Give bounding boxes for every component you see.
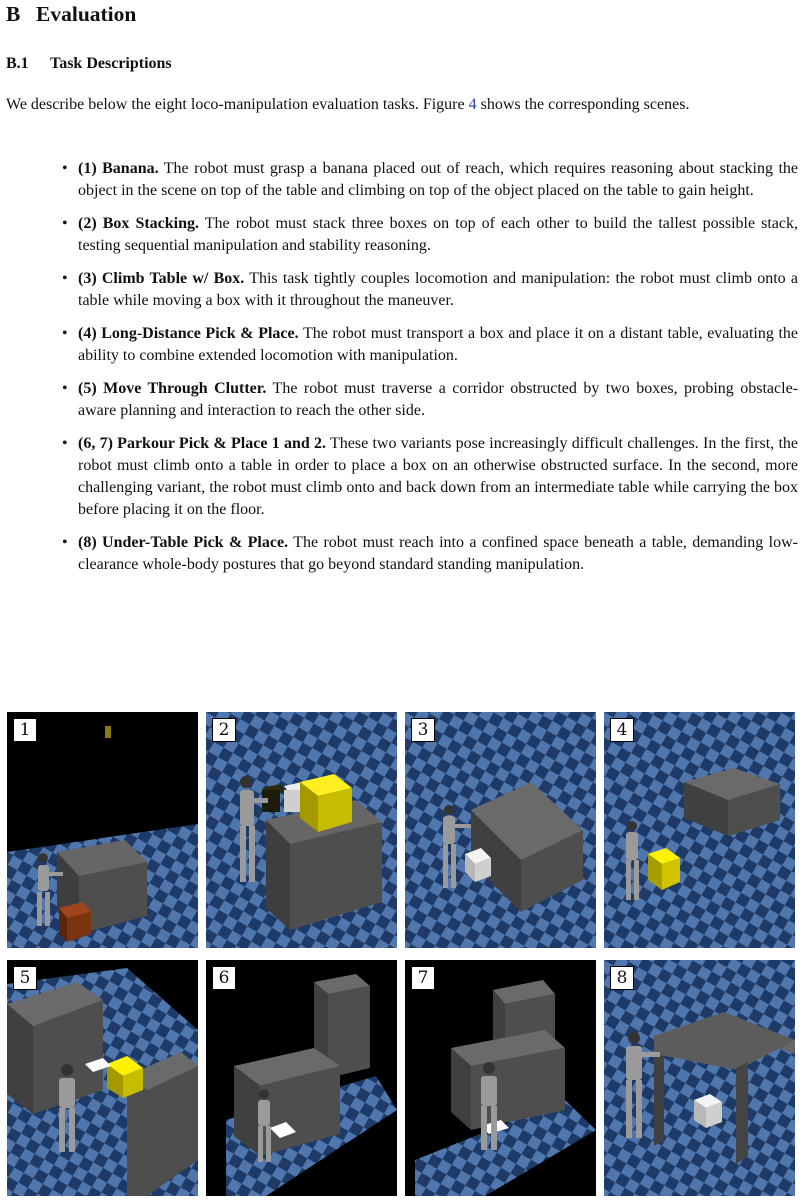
bullet-icon: • bbox=[62, 270, 68, 287]
task-item bbox=[0, 213, 798, 257]
panel-label: 7 bbox=[411, 966, 435, 990]
task-item bbox=[0, 158, 798, 202]
section-title: Evaluation bbox=[36, 2, 137, 26]
panel-label: 6 bbox=[212, 966, 236, 990]
task-item bbox=[0, 433, 798, 521]
subsection-heading bbox=[6, 55, 172, 73]
task-description: The robot must reach into a confined space beneath a table, demanding low-clearance whole-body postures that go beyond standard standing manipulation. bbox=[78, 534, 799, 573]
figure-4-scene-grid bbox=[7, 712, 795, 1196]
task-item bbox=[0, 268, 798, 312]
scene-panel-6 bbox=[206, 960, 397, 1196]
scene-panel-4 bbox=[604, 712, 795, 948]
panel-label: 2 bbox=[212, 718, 236, 742]
task-list bbox=[0, 158, 798, 587]
scene-render bbox=[604, 712, 795, 948]
bullet-icon: • bbox=[62, 435, 68, 452]
task-title: (8) Under-Table Pick & Place. bbox=[78, 534, 289, 551]
banana-object bbox=[105, 726, 111, 738]
scene-panel-5 bbox=[7, 960, 198, 1196]
task-title: (3) Climb Table w/ Box. bbox=[78, 270, 245, 287]
task-title: (4) Long-Distance Pick & Place. bbox=[78, 325, 299, 342]
section-heading bbox=[6, 2, 136, 27]
scene-render bbox=[206, 960, 397, 1196]
task-title: (2) Box Stacking. bbox=[78, 215, 200, 232]
scene-panel-2 bbox=[206, 712, 397, 948]
task-description: The robot must stack three boxes on top of each other to build the tallest possible stack, testing sequential manipulation and stability reasoning. bbox=[78, 215, 798, 254]
task-description: The robot must grasp a banana placed out of reach, which requires reasoning about stacking the object in the scene on top of the table and climbing on top of the object placed on the table to gain height. bbox=[78, 160, 798, 199]
section-number: B bbox=[6, 2, 21, 26]
intro-paragraph bbox=[6, 94, 798, 116]
task-description: These two variants pose increasingly difficult challenges. In the first, the robot must climb onto a table in order to place a box on an otherwise obstructed surface. In the second, more challenging variant, the robot must climb onto and back down from an intermediate table while carrying the box before placing it on the floor. bbox=[78, 435, 798, 518]
task-description: The robot must traverse a corridor obstructed by two boxes, probing obstacle-aware planning and interaction to reach the other side. bbox=[78, 380, 798, 419]
bullet-icon: • bbox=[62, 160, 68, 177]
task-item bbox=[0, 378, 798, 422]
figure-reference-link[interactable]: 4 bbox=[468, 96, 477, 113]
scene-panel-7 bbox=[405, 960, 596, 1196]
bullet-icon: • bbox=[62, 380, 68, 397]
bullet-icon: • bbox=[62, 215, 68, 232]
bullet-icon: • bbox=[62, 534, 68, 551]
scene-panel-8 bbox=[604, 960, 795, 1196]
scene-render bbox=[405, 960, 596, 1196]
task-title: (6, 7) Parkour Pick & Place 1 and 2. bbox=[78, 435, 327, 452]
task-item bbox=[0, 323, 798, 367]
panel-label: 5 bbox=[13, 966, 37, 990]
intro-text-before: We describe below the eight loco-manipulation evaluation tasks. Figure bbox=[6, 96, 469, 113]
subsection-title: Task Descriptions bbox=[50, 55, 172, 72]
task-title: (1) Banana. bbox=[78, 160, 159, 177]
subsection-number: B.1 bbox=[6, 55, 29, 72]
panel-label: 4 bbox=[610, 718, 634, 742]
scene-render bbox=[7, 960, 198, 1196]
scene-render bbox=[604, 960, 795, 1196]
scene-panel-3 bbox=[405, 712, 596, 948]
scene-render bbox=[405, 712, 596, 948]
task-description: This task tightly couples locomotion and manipulation: the robot must climb onto a table while moving a box with it throughout the maneuver. bbox=[78, 270, 798, 309]
panel-label: 1 bbox=[13, 718, 37, 742]
scene-panel-1 bbox=[7, 712, 198, 948]
panel-label: 3 bbox=[411, 718, 435, 742]
scene-render bbox=[206, 712, 397, 948]
panel-label: 8 bbox=[610, 966, 634, 990]
task-title: (5) Move Through Clutter. bbox=[78, 380, 267, 397]
task-item bbox=[0, 532, 798, 576]
scene-render bbox=[7, 712, 198, 948]
intro-text-after: shows the corresponding scenes. bbox=[476, 96, 690, 113]
task-description: The robot must transport a box and place it on a distant table, evaluating the ability to combine extended locomotion with manipulation. bbox=[78, 325, 798, 364]
bullet-icon: • bbox=[62, 325, 68, 342]
